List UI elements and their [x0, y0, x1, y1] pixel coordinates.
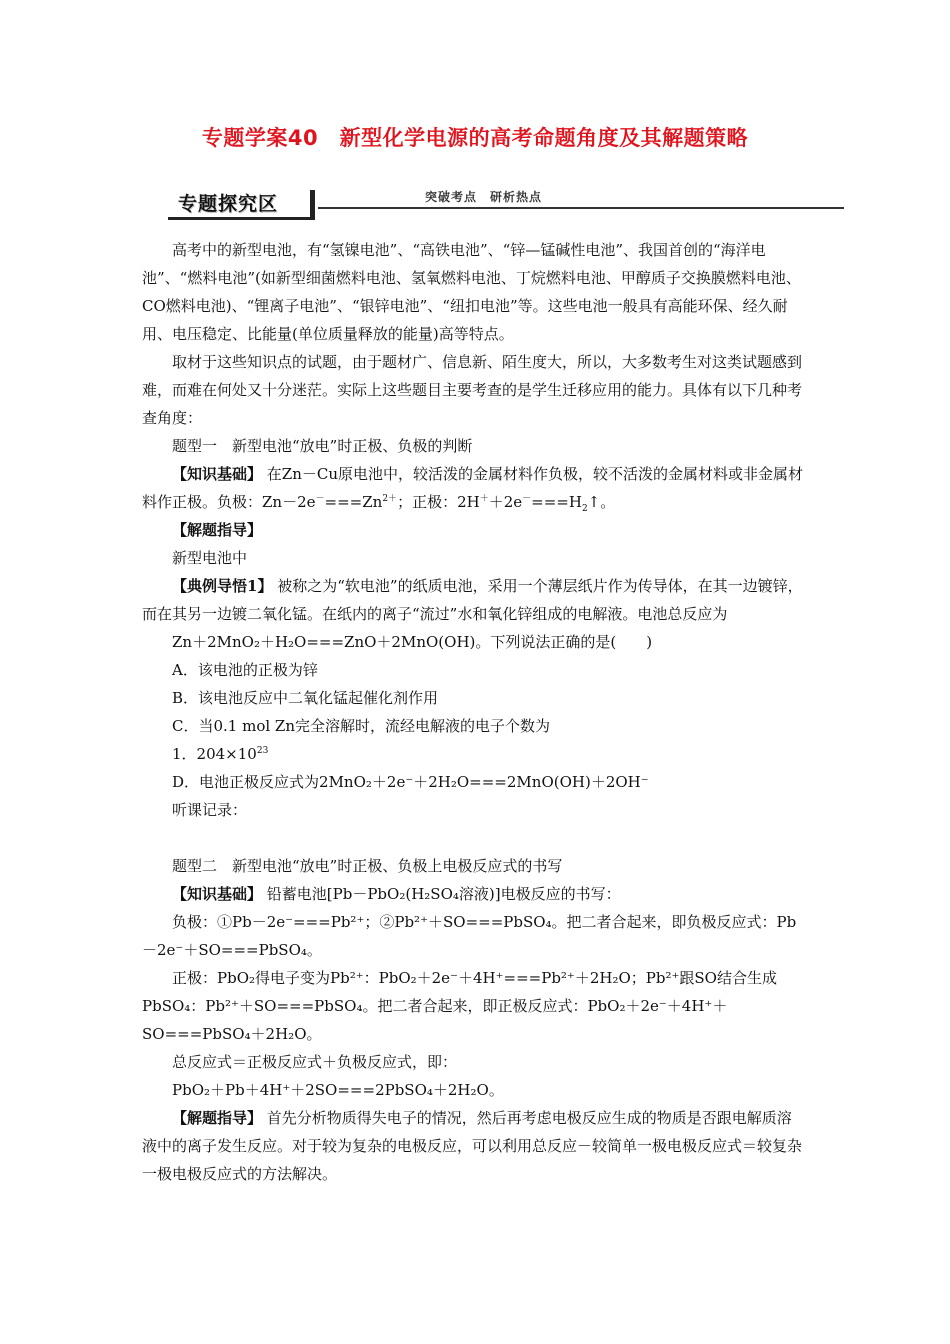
option-b: B．该电池反应中二氧化锰起催化剂作用 — [172, 689, 439, 707]
example-equation: Zn＋2MnO₂＋H₂O===ZnO＋2MnO(OH)。下列说法正确的是( ) — [172, 633, 653, 651]
option-d: D．电池正极反应式为2MnO₂＋2e⁻＋2H₂O===2MnO(OH)＋2OH⁻ — [172, 773, 649, 791]
guide-tag-2: 【解题指导】 — [172, 1109, 263, 1127]
example-tag: 【典例导悟1】 — [172, 577, 273, 595]
positive-electrode: 正极：PbO₂得电子变为Pb²⁺：PbO₂＋2e⁻＋4H⁺===Pb²⁺＋2H₂O；Pb²⁺跟SO结合生成PbSO₄：Pb²⁺＋SO===PbSO₄。把二者合起来，即正极反应式：PbO₂＋2e⁻＋4H⁺＋SO===PbSO₄＋2H₂O。 — [142, 969, 777, 1043]
intro-paragraph-2: 取材于这些知识点的试题，由于题材广、信息新、陌生度大，所以，大多数考生对这类试题感到难，而难在何处又十分迷茫。实际上这些题目主要考查的是学生迁移应用的能力。具体有以下几种考查角度： — [142, 353, 803, 427]
document-body — [142, 236, 806, 1188]
knowledge-text-5: ===H — [531, 493, 582, 511]
option-c: C．当0.1 mol Zn完全溶解时，流经电解液的电子个数为 — [172, 717, 551, 735]
banner-rule — [318, 207, 844, 209]
guide-text-2: 首先分析物质得失电子的情况，然后再考虑电极反应生成的物质是否跟电解质溶液中的离子发生反应。对于较为复杂的电极反应，可以利用总反应－较简单一极电极反应式＝较复杂一极电极反应式的方法解决。 — [142, 1109, 803, 1183]
type2-guide — [142, 1104, 806, 1188]
intro-paragraph-1: 高考中的新型电池，有“氢镍电池”、“高铁电池”、“锌—锰碱性电池”、我国首创的“海洋电池”、“燃料电池”(如新型细菌燃料电池、氢氧燃料电池、丁烷燃料电池、甲醇质子交换膜燃料电池、CO燃料电池)、“锂离子电池”、“银锌电池”、“纽扣电池”等。这些电池一般具有高能环保、经久耐用、电压稳定、比能量(单位质量释放的能量)高等特点。 — [142, 241, 801, 343]
negative-electrode: 负极：①Pb－2e⁻===Pb²⁺；②Pb²⁺＋SO===PbSO₄。把二者合起来，即负极反应式：Pb－2e⁻＋SO===PbSO₄。 — [142, 913, 797, 959]
knowledge-text-b: 铅蓄电池[Pb－PbO₂(H₂SO₄溶液)]电极反应的书写： — [266, 885, 621, 903]
option-c-exponent: 23 — [256, 746, 269, 756]
knowledge-text-3: ；正极：2H — [397, 493, 480, 511]
page-title: 专题学案40 新型化学电源的高考命题角度及其解题策略 — [201, 126, 749, 150]
type1-heading: 题型一 新型电池“放电”时正极、负极的判断 — [172, 437, 473, 455]
total-reaction-equation: PbO₂＋Pb＋4H⁺＋2SO===2PbSO₄＋2H₂O。 — [172, 1081, 504, 1099]
notes-label: 听课记录： — [172, 801, 248, 819]
knowledge-tag-2: 【知识基础】 — [172, 885, 263, 903]
option-c-continued — [142, 740, 806, 768]
example-1 — [142, 572, 806, 628]
banner-subtitle: 突破考点 研析热点 — [425, 190, 543, 204]
total-reaction-intro: 总反应式＝正极反应式＋负极反应式，即： — [172, 1053, 458, 1071]
option-a: A．该电池的正极为锌 — [172, 661, 318, 679]
type1-guide-tag: 【解题指导】 — [172, 521, 263, 539]
option-c-value: 1．204×10 — [172, 745, 257, 763]
knowledge-text-4: ＋2e — [488, 493, 523, 511]
type1-knowledge: 【知识基础】 在Zn－Cu原电池中，较活泼的金属材料作负极，较不活泼的金属材料或非金属材料作正极。负极：$Zn-2e^-===Zn^{2+}$；正极：$2H^++2e^-===H_2↑$。 — [142, 465, 804, 514]
knowledge-text-2: ===Zn — [324, 493, 383, 511]
knowledge-tag: 【知识基础】 — [172, 465, 263, 483]
knowledge-text-6: ↑。 — [587, 493, 616, 511]
type2-knowledge — [142, 880, 806, 908]
type2-heading: 题型二 新型电池“放电”时正极、负极上电极反应式的书写 — [172, 857, 563, 875]
banner-label: 专题探究区 — [168, 188, 310, 220]
banner-divider — [310, 190, 315, 220]
knowledge-text: 在Zn－Cu原电池中，较活泼的金属材料作负极，较不活泼的金属材料或非金属材料作正极。负极：Zn－2e — [142, 465, 804, 511]
type1-guide-text: 新型电池中 — [172, 549, 248, 567]
example-text: 被称之为“软电池”的纸质电池，采用一个薄层纸片作为传导体，在其一边镀锌，而在其另一边镀二氧化锰。在纸内的离子“流过”水和氧化锌组成的电解液。电池总反应为 — [142, 577, 803, 623]
section-banner — [168, 188, 844, 222]
